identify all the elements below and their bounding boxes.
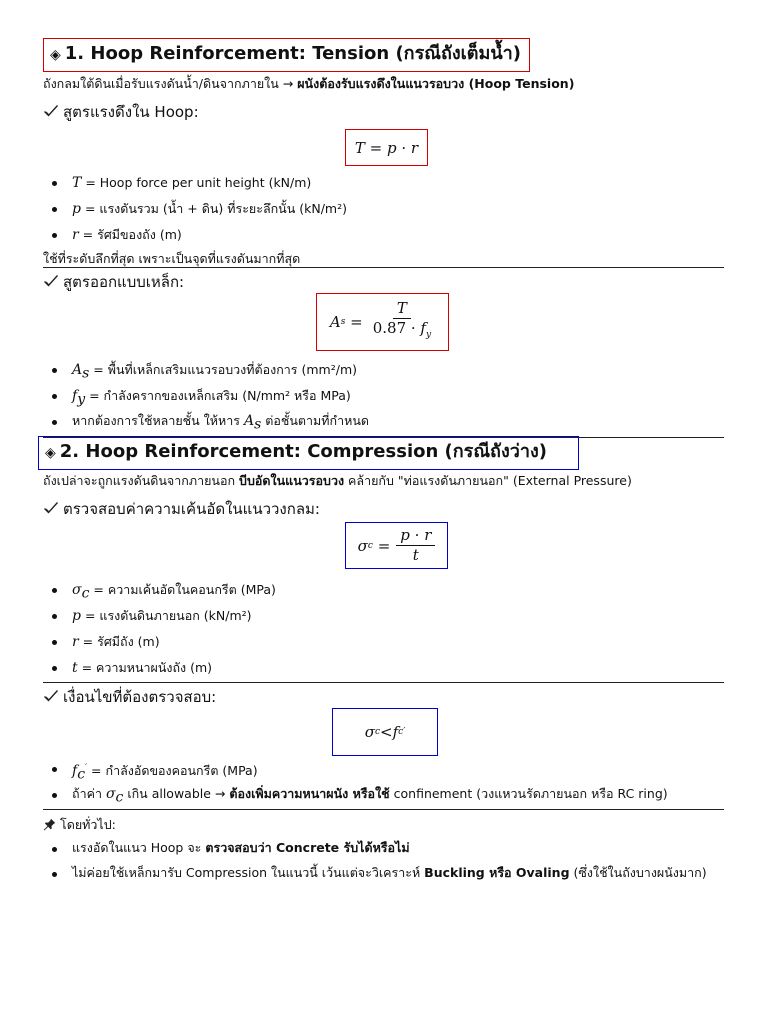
check-icon <box>43 274 59 288</box>
fraction: $\frac{T}{0.87 \cdot f_y}$ <box>372 299 432 340</box>
check-icon <box>43 501 59 515</box>
var-r: r = รัศมีถัง (m) <box>72 634 160 650</box>
section2-title: ◈ 2. Hoop Reinforcement: Compression (กรณีถังว่าง) <box>38 436 579 470</box>
exceed-note: ถ้าค่า $\sigma_c$ เกิน allowable → ต้องเพิ่มความหนาผนัง หรือใช้ confinement (วงแหวนรัดภายนอก หรือ RC ring) <box>72 786 668 806</box>
bullet <box>52 588 57 593</box>
section2-check-heading: ตรวจสอบค่าความเค้นอัดในแนววงกลม: <box>43 499 320 519</box>
compression-stress-formula: σ c = $\frac{p \cdot r}{t}$ <box>345 522 448 569</box>
var-p: p = แรงดันรวม (น้ำ + ดิน) ที่ระยะลึกนั้น (kN/m²) <box>72 201 347 217</box>
diamond-icon: ◈ <box>50 47 61 63</box>
bullet <box>52 847 57 852</box>
diamond-icon: ◈ <box>45 445 56 461</box>
divider <box>43 682 724 683</box>
check-icon <box>43 689 59 703</box>
general-item-2: ไม่ค่อยใช้เหล็กมารับ Compression ในแนวนี้ เว้นแต่จะวิเคราะห์ Buckling หรือ Ovaling (ซึ่งใช้ในถังบางผนังมาก) <box>72 865 707 880</box>
bullet <box>52 767 57 772</box>
bullet <box>52 614 57 619</box>
pushpin-icon <box>43 818 56 831</box>
var-r: r = รัศมีของถัง (m) <box>72 227 182 243</box>
divider <box>43 809 724 810</box>
fraction: $\frac{p \cdot r}{t}$ <box>396 527 435 564</box>
var-fc: $f_c'$ = กำลังอัดของคอนกรีต (MPa) <box>72 763 258 783</box>
steel-heading: สูตรออกแบบเหล็ก: <box>43 272 184 292</box>
bullet <box>52 233 57 238</box>
section1-intro: ถังกลมใต้ดินเมื่อรับแรงดันน้ำ/ดินจากภายใน → ผนังต้องรับแรงดึงในแนวรอบวง (Hoop Tension) <box>43 76 575 91</box>
bullet <box>52 368 57 373</box>
check-icon <box>43 104 59 118</box>
stress-condition-formula: σ c < f c ′ <box>332 708 438 756</box>
condition-heading: เงื่อนไขที่ต้องตรวจสอบ: <box>43 687 216 707</box>
general-heading: โดยทั่วไป: <box>43 817 116 833</box>
bullet <box>52 872 57 877</box>
var-t: t = ความหนาผนังถัง (m) <box>72 660 213 676</box>
var-sigma-c: $\sigma_c$ = ความเค้นอัดในคอนกรีต (MPa) <box>72 582 276 602</box>
bullet <box>52 666 57 671</box>
steel-area-formula: A s = $\frac{T}{0.87 \cdot f_y}$ <box>316 293 449 351</box>
var-T: T = Hoop force per unit height (kN/m) <box>72 175 312 191</box>
section1-formula-heading: สูตรแรงดึงใน Hoop: <box>43 102 199 122</box>
bullet <box>52 207 57 212</box>
var-fy: $f_y$ = กำลังครากของเหล็กเสริม (N/mm² หรือ MPa) <box>72 388 351 408</box>
section2-intro: ถังเปล่าจะถูกแรงดันดินจากภายนอก บีบอัดในแนวรอบวง คล้ายกับ "ท่อแรงดันภายนอก" (External Pressure) <box>43 473 632 488</box>
bullet <box>52 394 57 399</box>
general-item-1: แรงอัดในแนว Hoop จะ ตรวจสอบว่า Concrete รับได้หรือไม่ <box>72 840 410 855</box>
hoop-tension-formula: T = p · r <box>345 129 428 166</box>
steel-note: หากต้องการใช้หลายชั้น ให้หาร $A_s$ ต่อชั้นตามที่กำหนด <box>72 413 370 433</box>
bullet <box>52 420 57 425</box>
divider <box>43 267 724 268</box>
var-p: p = แรงดันดินภายนอก (kN/m²) <box>72 608 252 624</box>
var-As: $A_s$ = พื้นที่เหล็กเสริมแนวรอบวงที่ต้องการ (mm²/m) <box>72 362 358 382</box>
bullet <box>52 640 57 645</box>
bullet <box>52 181 57 186</box>
section1-note: ใช้ที่ระดับลึกที่สุด เพราะเป็นจุดที่แรงดันมากที่สุด <box>43 251 301 266</box>
bullet <box>52 793 57 798</box>
section1-title: ◈ 1. Hoop Reinforcement: Tension (กรณีถังเต็มน้ำ) <box>43 38 530 72</box>
